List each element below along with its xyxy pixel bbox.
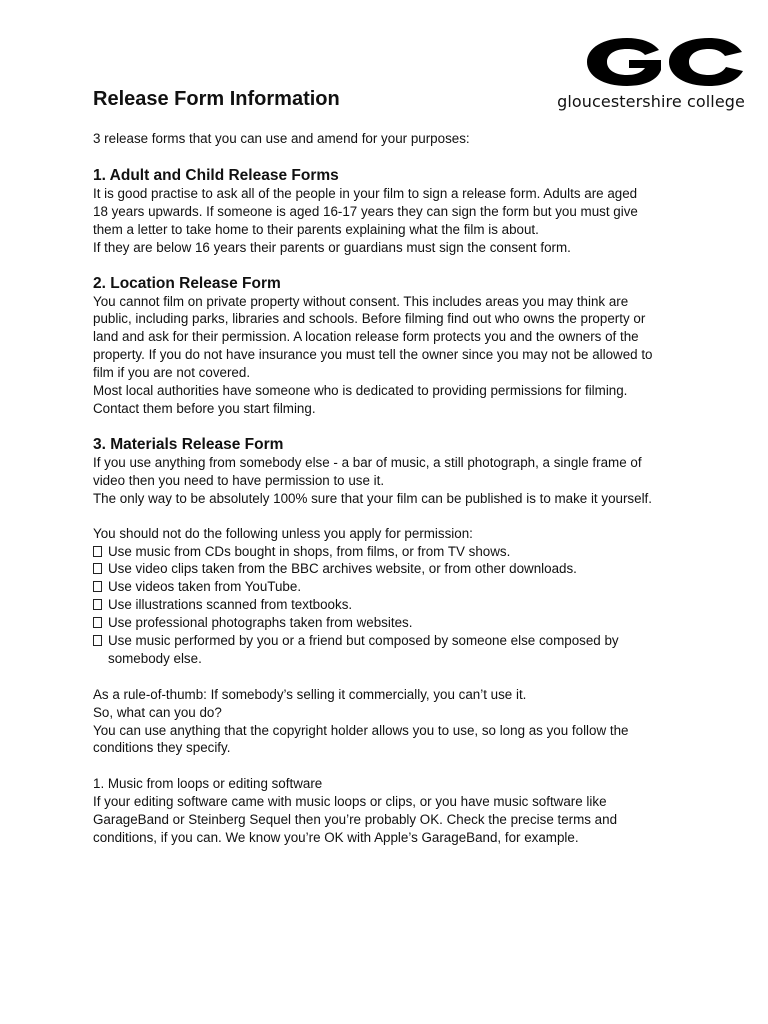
page-title: Release Form Information [93,88,340,110]
rule-of-thumb: As a rule-of-thumb: If somebody’s selling it commercially, you can’t use it. [93,686,527,702]
section-heading: 2. Location Release Form [93,274,281,292]
list-item: Use music performed by you or a friend but composed by someone else composed by somebody else. [93,632,653,668]
list-item: Use professional photographs taken from websites. [93,614,653,632]
bullet-box-icon [93,599,102,610]
bullet-box-icon [93,581,102,592]
bullet-box-icon [93,546,102,557]
list-item: Use music from CDs bought in shops, from films, or from TV shows. [93,543,653,561]
permission-list [93,543,653,668]
college-name: gloucestershire college [557,92,745,111]
bullet-box-icon [93,635,102,646]
section-materials [93,435,653,508]
paragraph: It is good practise to ask all of the people in your film to sign a release form. Adults are aged 18 years upwards. If someone is aged 16-17 years they can sign the form but you must give them a letter to take home to their parents explaining what the film is about. [93,185,638,237]
bullet-box-icon [93,563,102,574]
what-can-you-do: So, what can you do? [93,704,222,720]
college-logo [530,36,745,111]
section-heading: 1. Adult and Child Release Forms [93,166,339,184]
permission-intro: You should not do the following unless you apply for permission: [93,525,473,541]
gc-logo-icon [585,36,745,88]
document-body [93,130,653,847]
bullet-box-icon [93,617,102,628]
section-location [93,274,653,418]
list-item: Use video clips taken from the BBC archives website, or from other downloads. [93,560,653,578]
music-heading: 1. Music from loops or editing software [93,776,323,792]
music-text: If your editing software came with music loops or clips, or you have music software like GarageBand or Steinberg Sequel then you’re probably OK. Check the precise terms and conditions, if you can. We know you’re OK with Apple’s GarageBand, for example. [93,794,618,845]
paragraph: If you use anything from somebody else - a bar of music, a still photograph, a single frame of video then you need to have permission to use it. [93,454,642,488]
section-adult-child [93,166,653,257]
copyright-note: You can use anything that the copyright holder allows you to use, so long as you follow the conditions they specify. [93,722,629,756]
list-item: Use videos taken from YouTube. [93,578,653,596]
paragraph: If they are below 16 years their parents or guardians must sign the consent form. [93,239,571,255]
section-heading: 3. Materials Release Form [93,435,284,453]
intro-text: 3 release forms that you can use and amend for your purposes: [93,131,470,146]
list-item: Use illustrations scanned from textbooks. [93,596,653,614]
paragraph: You cannot film on private property without consent. This includes areas you may think are public, including parks, libraries and schools. Before filming find out who owns the property or land and ask for their permission. A location release form protects you and the owners of the property. If you do not have insurance you must tell the owner since you may not be allowed to film if you are not covered. [93,293,653,381]
paragraph: Most local authorities have someone who is dedicated to providing permissions for filming. Contact them before you start filming. [93,383,628,416]
paragraph: The only way to be absolutely 100% sure that your film can be published is to make it yourself. [93,490,652,506]
